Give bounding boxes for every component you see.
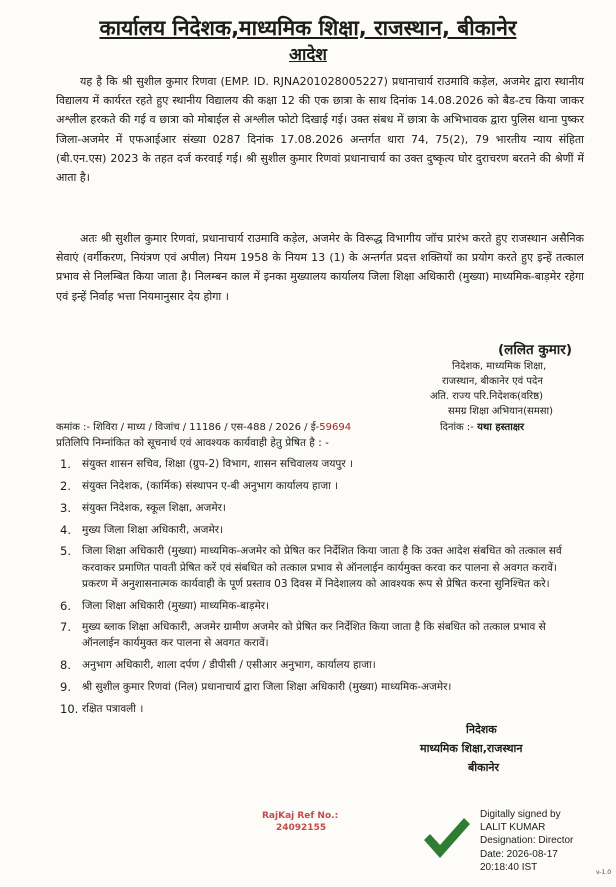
list-item-number: 6. bbox=[60, 598, 71, 613]
copy-to-heading: प्रतिलिपि निम्नांकित को सूचनार्थ एवं आवश्यक कार्यवाही हेतु प्रेषित है : - bbox=[56, 437, 329, 449]
rajkaj-reference bbox=[262, 810, 338, 834]
reference-dispatch-number: 59694 bbox=[319, 422, 352, 433]
version-label: v-1.0 bbox=[596, 869, 612, 876]
signatory-block bbox=[420, 342, 610, 419]
rajkaj-number: 24092155 bbox=[276, 823, 327, 833]
reference-date bbox=[440, 419, 524, 433]
order-heading: आदेश bbox=[289, 45, 327, 65]
list-item-number: 8. bbox=[60, 657, 71, 672]
director-signature-block bbox=[420, 720, 580, 777]
date-value: यथा हस्ताक्षर bbox=[477, 422, 525, 433]
list-item bbox=[60, 597, 580, 615]
list-item-text: रक्षित पत्रावली । bbox=[82, 702, 144, 715]
list-item bbox=[60, 455, 580, 473]
list-item bbox=[60, 678, 580, 696]
director-location: बीकानेर bbox=[468, 761, 500, 774]
director-department: माध्यमिक शिक्षा,राजस्थान bbox=[420, 742, 523, 755]
list-item-number: 1. bbox=[60, 457, 71, 471]
list-item bbox=[60, 477, 580, 495]
list-item bbox=[60, 700, 580, 718]
digital-signature-line-4: Date: 2026-08-17 bbox=[480, 848, 558, 860]
order-paragraph-2: अतः श्री सुशील कुमार रिणवां, प्रधानाचार्य राउमावि कड़ेल, अजमेर के विरूद्ध विभागीय जॉच प्रारंभ करते हुए राजस्थान असैनिक सेवाएं (वर्गीकरण, नियंत्रण एवं अपील) नियम 1958 के नियम 13 (1) के अन्तर्गत प्रदत्त शक्तियों का प्रयोग करते हुए इन्हें तत्काल प्रभाव से निलम्बित किया जाता है। निलम्बन काल में इनका मुख्यालय कार्यालय जिला शिक्षा अधिकारी (मुख्या) माध्यमिक-बाड़मेर रहेगा एवं इन्हें निर्वाह भत्ता नियमानुसार देय होगा । bbox=[56, 232, 584, 303]
signatory-designation-3: अति. राज्य परि.निदेशक(वरिष्ठ) bbox=[430, 391, 544, 402]
director-title: निदेशक bbox=[466, 723, 497, 736]
date-label: दिनांक :- bbox=[440, 422, 474, 433]
order-paragraph-1: यह है कि श्री सुशील कुमार रिणवा (EMP. ID. RJNA201028005227) प्रधानाचार्य राउमावि कड़ेल, अजमेर द्वारा स्थानीय विद्यालय में कार्यरत रहते हुए स्थानीय विद्यालय की कक्षा 12 की एक छात्रा के साथ दिनांक 14.08.2026 को बैड-टच किया जाकर अश्लील हरकते की गई व छात्रा को मोबाईल से अश्लील फोटो दिखाई गई। उक्त संबध में छात्रा के अभिभावक द्वारा पुलिस थाना पुष्कर जिला-अजमेर में एफआईआर संख्या 0287 दिनांक 17.08.2026 अन्तर्गत धारा 74, 75(2), 79 भारतीय न्याय संहिता (बी.एन.एस) 2023 के तहत दर्ज करवाई गई। श्री सुशील कुमार रिणवां प्रधानाचार्य का उक्त दुष्कृत्य घोर दुराचरण बरतने की श्रेणीं में आता है। bbox=[56, 75, 584, 185]
list-item-text: श्री सुशील कुमार रिणवां (निल) प्रधानाचार्य द्वारा जिला शिक्षा अधिकारी (मुख्या) माध्यमिक-अजमेर। bbox=[82, 680, 452, 693]
digital-signature-line-1: Digitally signed by bbox=[480, 809, 561, 820]
list-item-number: 7. bbox=[60, 619, 71, 634]
list-item bbox=[60, 499, 580, 517]
list-item-number: 5. bbox=[60, 544, 71, 558]
reference-prefix: कमांक :- शिविरा / माध्य / विजांच / 11186 / एस-488 / 2026 / ई- bbox=[56, 422, 320, 433]
list-item bbox=[60, 656, 580, 674]
list-item bbox=[60, 543, 580, 593]
list-item-text: संयुक्त निदेशक, (कार्मिक) संस्थापन ए-बी अनुभाग कार्यालय हाजा । bbox=[82, 480, 339, 492]
list-item-text: मुख्य जिला शिक्षा अधिकारी, अजमेर। bbox=[82, 524, 224, 536]
digital-signature-line-5: 20:18:40 IST bbox=[480, 861, 538, 873]
checkmark-icon bbox=[420, 814, 472, 864]
list-item-text: संयुक्त निदेशक, स्कूल शिक्षा, अजमेर। bbox=[82, 502, 226, 514]
signatory-name: (ललित कुमार) bbox=[498, 342, 572, 358]
signatory-designation-1: निदेशक, माध्यमिक शिक्षा, bbox=[452, 361, 547, 372]
digital-signature-line-2: LALIT KUMAR bbox=[480, 822, 546, 834]
list-item-text: अनुभाग अधिकारी, शाला दर्पण / डीपीसी / एसीआर अनुभाग, कार्यालय हाजा। bbox=[82, 658, 376, 671]
list-item-number: 3. bbox=[60, 501, 71, 515]
list-item-text: जिला शिक्षा अधिकारी (मुख्या) माध्यमिक-अजमेर को प्रेषित कर निर्देशित किया जाता है कि उक्त आदेश संबधित को तत्काल सर्व करवाकर प्रमाणित पावती प्रेषित करें एवं संबधित को तत्काल प्रभाव से ऑनलाईन कार्यमुक्त करवा कर पालना से अवगत करावें। प्रकरण में अनुशासनात्मक कार्यवाही के पूर्ण प्रस्ताव 03 दिवस में निदेशालय को आवश्यक रूप से प्रेषित करना सुनिश्चित करे। bbox=[82, 545, 562, 590]
reference-number bbox=[56, 419, 351, 433]
list-item-number: 10. bbox=[60, 701, 79, 716]
digital-signature-stamp bbox=[480, 808, 573, 874]
list-item bbox=[60, 619, 580, 652]
list-item-text: जिला शिक्षा अधिकारी (मुख्या) माध्यमिक-बाड़मेर। bbox=[82, 599, 270, 612]
list-item-number: 9. bbox=[60, 679, 71, 694]
list-item-text: संयुक्त शासन सचिव, शिक्षा (ग्रुप-2) विभाग, शासन सचिवालय जयपुर । bbox=[82, 458, 354, 470]
digital-signature-line-3: Designation: Director bbox=[480, 835, 574, 847]
signatory-designation-2: राजस्थान, बीकानेर एवं पदेन bbox=[442, 376, 543, 387]
rajkaj-label: RajKaj Ref No.: bbox=[262, 811, 339, 821]
list-item-number: 2. bbox=[60, 479, 71, 493]
list-item bbox=[60, 521, 580, 539]
list-item-number: 4. bbox=[60, 523, 71, 537]
list-item-text: मुख्य ब्लाक शिक्षा अधिकारी, अजमेर ग्रामीण अजमेर को प्रेषित कर निर्देशित किया जाता है कि संबधित को तत्काल प्रभाव से ऑनलाईन कार्यमुक्त कर पालना से अवगत करावें। bbox=[82, 620, 546, 649]
office-title: कार्यालय निदेशक,माध्यमिक शिक्षा, राजस्थान, बीकानेर bbox=[99, 16, 517, 40]
signatory-designation-4: समग्र शिक्षा अभियान(समसा) bbox=[448, 406, 553, 417]
copy-to-list bbox=[60, 455, 580, 722]
